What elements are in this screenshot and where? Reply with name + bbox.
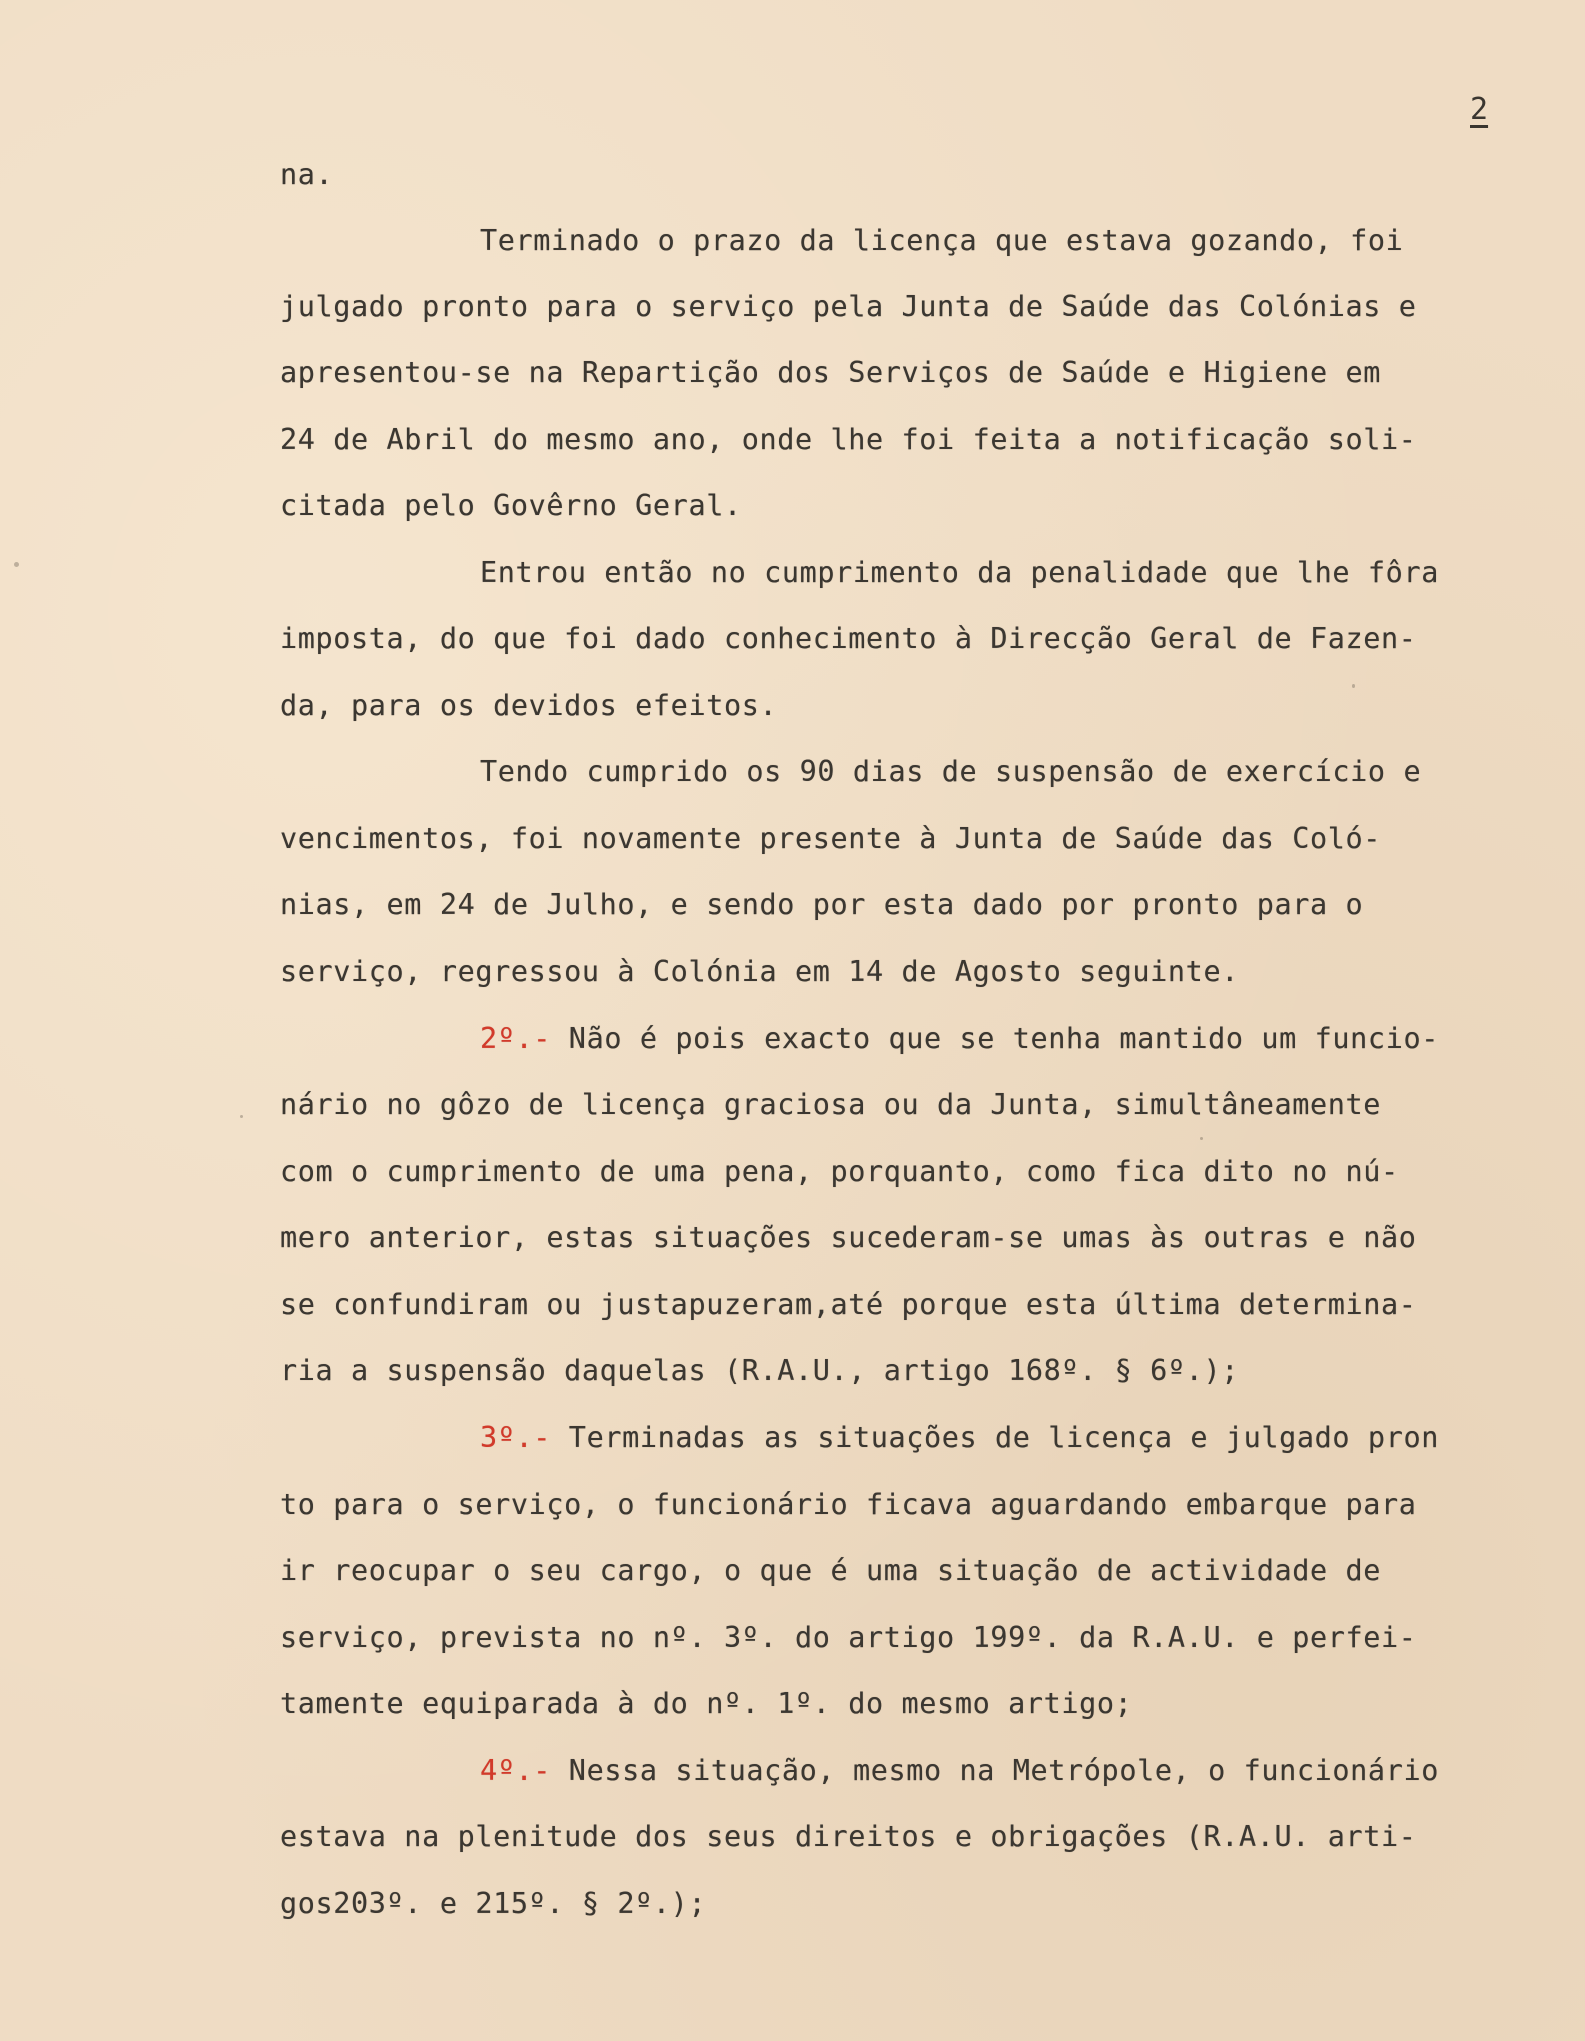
text-line: to para o serviço, o funcionário ficava aguardando embarque para: [280, 1488, 1417, 1521]
text-line: apresentou-se na Repartição dos Serviços de Saúde e Higiene em: [280, 356, 1382, 389]
text-line: serviço, prevista no nº. 3º. do artigo 199º. da R.A.U. e perfei-: [280, 1621, 1417, 1654]
paragraph-number: 3º.-: [480, 1421, 552, 1454]
text-line: ir reocupar o seu cargo, o que é uma situação de actividade de: [280, 1554, 1382, 1587]
paper-speck: [240, 1115, 243, 1118]
paper-speck: [14, 562, 19, 567]
text-line: Terminado o prazo da licença que estava gozando, foi: [480, 224, 1404, 257]
text-span: Terminadas as situações de licença e julgado pron: [551, 1421, 1439, 1454]
text-line: Tendo cumprido os 90 dias de suspensão de exercício e: [480, 755, 1422, 788]
paragraph-number: 2º.-: [480, 1022, 552, 1055]
text-line: [480, 1754, 1439, 1787]
text-line: se confundiram ou justapuzeram,até porque esta última determina-: [280, 1288, 1417, 1321]
text-line: nias, em 24 de Julho, e sendo por esta dado por pronto para o: [280, 888, 1364, 921]
paper-speck: [1352, 684, 1355, 688]
text-line: nário no gôzo de licença graciosa ou da Junta, simultâneamente: [280, 1088, 1382, 1121]
page-number: 2: [1470, 92, 1489, 127]
text-line: citada pelo Govêrno Geral.: [280, 489, 742, 522]
text-line: imposta, do que foi dado conhecimento à Direcção Geral de Fazen-: [280, 622, 1417, 655]
text-line: Entrou então no cumprimento da penalidade que lhe fôra: [480, 556, 1439, 589]
text-line: estava na plenitude dos seus direitos e obrigações (R.A.U. arti-: [280, 1820, 1417, 1853]
text-line: da, para os devidos efeitos.: [280, 689, 778, 722]
text-line: [480, 1022, 1439, 1055]
text-line: mero anterior, estas situações sucederam-se umas às outras e não: [280, 1221, 1417, 1254]
paragraph-number: 4º.-: [480, 1754, 552, 1787]
text-line: na.: [280, 158, 334, 191]
text-line: 24 de Abril do mesmo ano, onde lhe foi feita a notificação soli-: [280, 423, 1417, 456]
text-line: gos203º. e 215º. § 2º.);: [280, 1887, 707, 1920]
paper-speck: [1200, 1137, 1203, 1140]
text-line: vencimentos, foi novamente presente à Junta de Saúde das Coló-: [280, 822, 1382, 855]
text-line: julgado pronto para o serviço pela Junta de Saúde das Colónias e: [280, 290, 1417, 323]
text-line: serviço, regressou à Colónia em 14 de Agosto seguinte.: [280, 955, 1239, 988]
text-line: [480, 1421, 1439, 1454]
text-line: ria a suspensão daquelas (R.A.U., artigo 168º. § 6º.);: [280, 1354, 1239, 1387]
text-span: Nessa situação, mesmo na Metrópole, o funcionário: [551, 1754, 1439, 1787]
text-line: tamente equiparada à do nº. 1º. do mesmo artigo;: [280, 1687, 1133, 1720]
text-line: com o cumprimento de uma pena, porquanto, como fica dito no nú-: [280, 1155, 1399, 1188]
text-span: Não é pois exacto que se tenha mantido um funcio-: [551, 1022, 1439, 1055]
